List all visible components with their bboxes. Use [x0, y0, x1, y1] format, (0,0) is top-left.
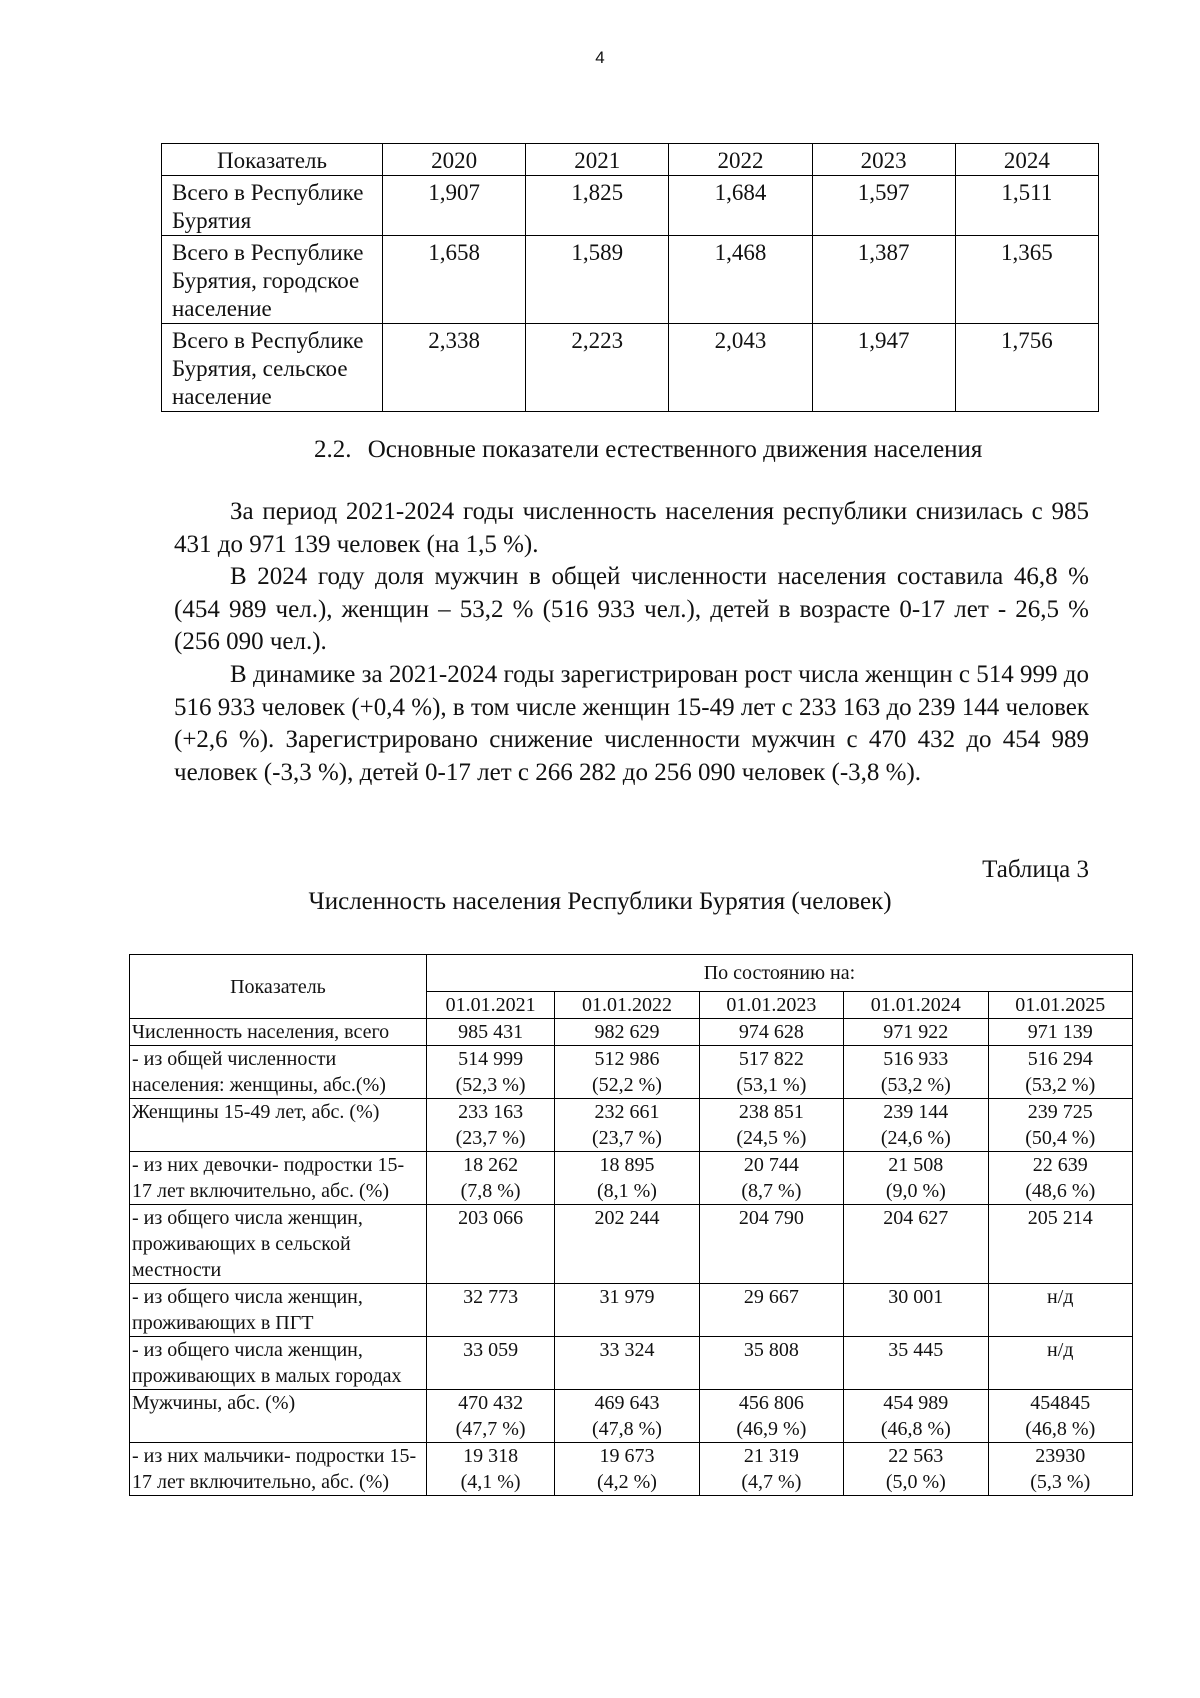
cell-value: 18 262 — [463, 1154, 519, 1176]
table-cell — [426, 1099, 554, 1152]
table-cell: 1,684 — [669, 176, 812, 236]
row-label: Всего в Республике Бурятия, сельское население — [162, 324, 383, 412]
cell-percent: (53,2 %) — [880, 1074, 951, 1096]
cell-value: 33 059 — [463, 1339, 519, 1361]
table-row — [130, 1443, 1133, 1496]
table-cell — [844, 1019, 988, 1046]
row-label: - из них девочки- подростки 15-17 лет включительно, абс. (%) — [130, 1152, 427, 1205]
cell-value: 517 822 — [738, 1048, 804, 1070]
table-cell — [699, 1099, 843, 1152]
table-cell — [699, 1443, 843, 1496]
date-header: 01.01.2024 — [844, 992, 988, 1019]
cell-value: 512 986 — [594, 1048, 660, 1070]
table-cell — [426, 1337, 554, 1390]
table-cell — [555, 1205, 699, 1284]
cell-value: 239 725 — [1027, 1101, 1093, 1123]
cell-value: 19 673 — [599, 1445, 655, 1467]
table-cell — [426, 1205, 554, 1284]
body-text — [174, 496, 1089, 789]
cell-value: 982 629 — [594, 1021, 660, 1043]
table-row — [130, 1205, 1133, 1284]
table-cell — [844, 1099, 988, 1152]
cell-value: 21 319 — [743, 1445, 799, 1467]
cell-value: 516 933 — [883, 1048, 949, 1070]
cell-percent: (4,7 %) — [741, 1471, 802, 1493]
table-cell — [699, 1284, 843, 1337]
table-cell: 1,825 — [526, 176, 669, 236]
date-header: 01.01.2021 — [426, 992, 554, 1019]
row-label: - из общей численности населения: женщины, абс.(%) — [130, 1046, 427, 1099]
cell-value: н/д — [1047, 1339, 1074, 1361]
cell-percent: (48,6 %) — [1025, 1180, 1096, 1202]
cell-value: 31 979 — [599, 1286, 655, 1308]
table-row — [130, 1284, 1133, 1337]
cell-percent: (46,8 %) — [880, 1418, 951, 1440]
section-number: 2.2. — [314, 436, 352, 463]
table-row — [162, 176, 1099, 236]
cell-value: 974 628 — [738, 1021, 804, 1043]
cell-percent: (23,7 %) — [455, 1127, 526, 1149]
table-cell: 1,511 — [955, 176, 1098, 236]
row-label: Численность населения, всего — [130, 1019, 427, 1046]
cell-value: 971 139 — [1027, 1021, 1093, 1043]
table-cell — [844, 1443, 988, 1496]
table-cell — [844, 1337, 988, 1390]
cell-percent: (47,8 %) — [591, 1418, 662, 1440]
table-cell — [699, 1152, 843, 1205]
table-cell — [555, 1390, 699, 1443]
cell-percent: (8,1 %) — [596, 1180, 657, 1202]
cell-percent: (4,1 %) — [460, 1471, 521, 1493]
population-table — [129, 954, 1133, 1496]
page-number: 4 — [595, 48, 605, 67]
cell-percent: (4,2 %) — [596, 1471, 657, 1493]
cell-percent: (53,2 %) — [1025, 1074, 1096, 1096]
row-label: Женщины 15-49 лет, абс. (%) — [130, 1099, 427, 1152]
cell-value: 971 922 — [883, 1021, 949, 1043]
cell-percent: (9,0 %) — [885, 1180, 946, 1202]
cell-percent: (53,1 %) — [736, 1074, 807, 1096]
rate-table-header: 2021 — [526, 144, 669, 176]
table-row — [130, 1099, 1133, 1152]
table-cell: 2,043 — [669, 324, 812, 412]
section-heading — [314, 434, 982, 466]
table-cell — [555, 1099, 699, 1152]
cell-percent: (52,2 %) — [591, 1074, 662, 1096]
table-cell — [988, 1152, 1132, 1205]
population-table-header-label: Показатель — [130, 955, 427, 1019]
table-row — [162, 324, 1099, 412]
cell-value: 19 318 — [463, 1445, 519, 1467]
population-table-header-group: По состоянию на: — [426, 955, 1132, 992]
table-cell: 1,756 — [955, 324, 1098, 412]
table-cell: 1,658 — [383, 236, 526, 324]
table-cell: 2,223 — [526, 324, 669, 412]
table-row — [130, 1152, 1133, 1205]
rate-table — [161, 143, 1099, 412]
table-cell: 1,387 — [812, 236, 955, 324]
cell-value: 239 144 — [883, 1101, 949, 1123]
table-cell — [699, 1390, 843, 1443]
cell-value: 22 639 — [1032, 1154, 1088, 1176]
cell-percent: (50,4 %) — [1025, 1127, 1096, 1149]
table-cell: 1,468 — [669, 236, 812, 324]
cell-value: 516 294 — [1027, 1048, 1093, 1070]
row-label: - из общего числа женщин, проживающих в ПГТ — [130, 1284, 427, 1337]
table-cell — [988, 1390, 1132, 1443]
cell-value: н/д — [1047, 1286, 1074, 1308]
cell-value: 204 627 — [883, 1207, 949, 1229]
cell-value: 470 432 — [458, 1392, 524, 1414]
cell-value: 514 999 — [458, 1048, 524, 1070]
rate-table-header: 2023 — [812, 144, 955, 176]
cell-percent: (5,0 %) — [885, 1471, 946, 1493]
table-cell — [426, 1443, 554, 1496]
table-cell — [555, 1019, 699, 1046]
table-cell — [555, 1443, 699, 1496]
table-number-label: Таблица 3 — [982, 856, 1089, 883]
table-cell — [988, 1443, 1132, 1496]
row-label: Мужчины, абс. (%) — [130, 1390, 427, 1443]
paragraph: В динамике за 2021-2024 годы зарегистрирован рост числа женщин с 514 999 до 516 933 человек (+0,4 %), в том числе женщин 15-49 лет с 233 163 до 239 144 человек (+2,6 %). Зарегистрировано снижение численности мужчин с 470 432 до 454 989 человек (-3,3 %), детей 0-17 лет с 266 282 до 256 090 человек (-3,8 %). — [174, 660, 1089, 786]
population-table-header-row — [130, 955, 1133, 992]
row-label: - из общего числа женщин, проживающих в сельской местности — [130, 1205, 427, 1284]
table-cell: 1,589 — [526, 236, 669, 324]
cell-value: 33 324 — [599, 1339, 655, 1361]
cell-value: 22 563 — [888, 1445, 944, 1467]
cell-percent: (24,5 %) — [736, 1127, 807, 1149]
cell-value: 202 244 — [594, 1207, 660, 1229]
table-cell — [844, 1205, 988, 1284]
cell-value: 469 643 — [594, 1392, 660, 1414]
table-cell: 1,597 — [812, 176, 955, 236]
table-row — [130, 1046, 1133, 1099]
table-cell: 1,947 — [812, 324, 955, 412]
table-row — [130, 1337, 1133, 1390]
paragraph: За период 2021-2024 годы численность населения республики снизилась с 985 431 до 971 139 человек (на 1,5 %). — [174, 498, 1089, 558]
table-cell — [699, 1019, 843, 1046]
table-cell — [988, 1019, 1132, 1046]
table-cell — [555, 1152, 699, 1205]
cell-value: 20 744 — [743, 1154, 799, 1176]
table-row — [130, 1390, 1133, 1443]
table-row — [130, 1019, 1133, 1046]
cell-value: 232 661 — [594, 1101, 660, 1123]
cell-value: 454 989 — [883, 1392, 949, 1414]
table-cell — [844, 1046, 988, 1099]
cell-value: 454845 — [1030, 1392, 1091, 1414]
table-cell: 1,365 — [955, 236, 1098, 324]
table-cell — [555, 1284, 699, 1337]
table-cell — [988, 1046, 1132, 1099]
cell-value: 30 001 — [888, 1286, 944, 1308]
table-cell — [426, 1019, 554, 1046]
cell-percent: (7,8 %) — [460, 1180, 521, 1202]
cell-percent: (5,3 %) — [1030, 1471, 1091, 1493]
cell-value: 203 066 — [458, 1207, 524, 1229]
table-cell — [699, 1337, 843, 1390]
cell-value: 32 773 — [463, 1286, 519, 1308]
cell-value: 456 806 — [738, 1392, 804, 1414]
cell-percent: (46,9 %) — [736, 1418, 807, 1440]
cell-percent: (8,7 %) — [741, 1180, 802, 1202]
paragraph: В 2024 году доля мужчин в общей численности населения составила 46,8 % (454 989 чел.), женщин – 53,2 % (516 933 чел.), детей в возрасте 0-17 лет - 26,5 % (256 090 чел.). — [174, 563, 1089, 656]
table-cell — [988, 1205, 1132, 1284]
cell-value: 238 851 — [738, 1101, 804, 1123]
cell-value: 233 163 — [458, 1101, 524, 1123]
table-cell — [699, 1046, 843, 1099]
rate-table-header: Показатель — [162, 144, 383, 176]
table-row — [162, 236, 1099, 324]
table-cell — [844, 1390, 988, 1443]
cell-percent: (46,8 %) — [1025, 1418, 1096, 1440]
rate-table-header-row — [162, 144, 1099, 176]
table-cell — [426, 1152, 554, 1205]
table-cell: 2,338 — [383, 324, 526, 412]
cell-value: 985 431 — [458, 1021, 524, 1043]
cell-value: 35 445 — [888, 1339, 944, 1361]
table-cell — [988, 1099, 1132, 1152]
table-cell: 1,907 — [383, 176, 526, 236]
table-cell — [426, 1284, 554, 1337]
cell-value: 204 790 — [738, 1207, 804, 1229]
row-label: Всего в Республике Бурятия — [162, 176, 383, 236]
section-title: Основные показатели естественного движения населения — [367, 436, 983, 463]
date-header: 01.01.2025 — [988, 992, 1132, 1019]
date-header: 01.01.2023 — [699, 992, 843, 1019]
row-label: - из общего числа женщин, проживающих в малых городах — [130, 1337, 427, 1390]
rate-table-header: 2020 — [383, 144, 526, 176]
table-cell — [426, 1390, 554, 1443]
table-cell — [555, 1046, 699, 1099]
cell-percent: (47,7 %) — [455, 1418, 526, 1440]
cell-percent: (24,6 %) — [880, 1127, 951, 1149]
table-cell — [988, 1337, 1132, 1390]
date-header: 01.01.2022 — [555, 992, 699, 1019]
cell-value: 23930 — [1035, 1445, 1086, 1467]
cell-value: 18 895 — [599, 1154, 655, 1176]
table-cell — [699, 1205, 843, 1284]
rate-table-header: 2024 — [955, 144, 1098, 176]
row-label: - из них мальчики- подростки 15-17 лет включительно, абс. (%) — [130, 1443, 427, 1496]
cell-value: 29 667 — [743, 1286, 799, 1308]
cell-percent: (23,7 %) — [591, 1127, 662, 1149]
row-label: Всего в Республике Бурятия, городское население — [162, 236, 383, 324]
table-cell — [426, 1046, 554, 1099]
rate-table-header: 2022 — [669, 144, 812, 176]
table-cell — [555, 1337, 699, 1390]
table-cell — [844, 1284, 988, 1337]
table-title: Численность населения Республики Бурятия (человек) — [308, 888, 892, 915]
cell-value: 35 808 — [743, 1339, 799, 1361]
table-cell — [988, 1284, 1132, 1337]
cell-percent: (52,3 %) — [455, 1074, 526, 1096]
table-cell — [844, 1152, 988, 1205]
cell-value: 21 508 — [888, 1154, 944, 1176]
cell-value: 205 214 — [1027, 1207, 1093, 1229]
